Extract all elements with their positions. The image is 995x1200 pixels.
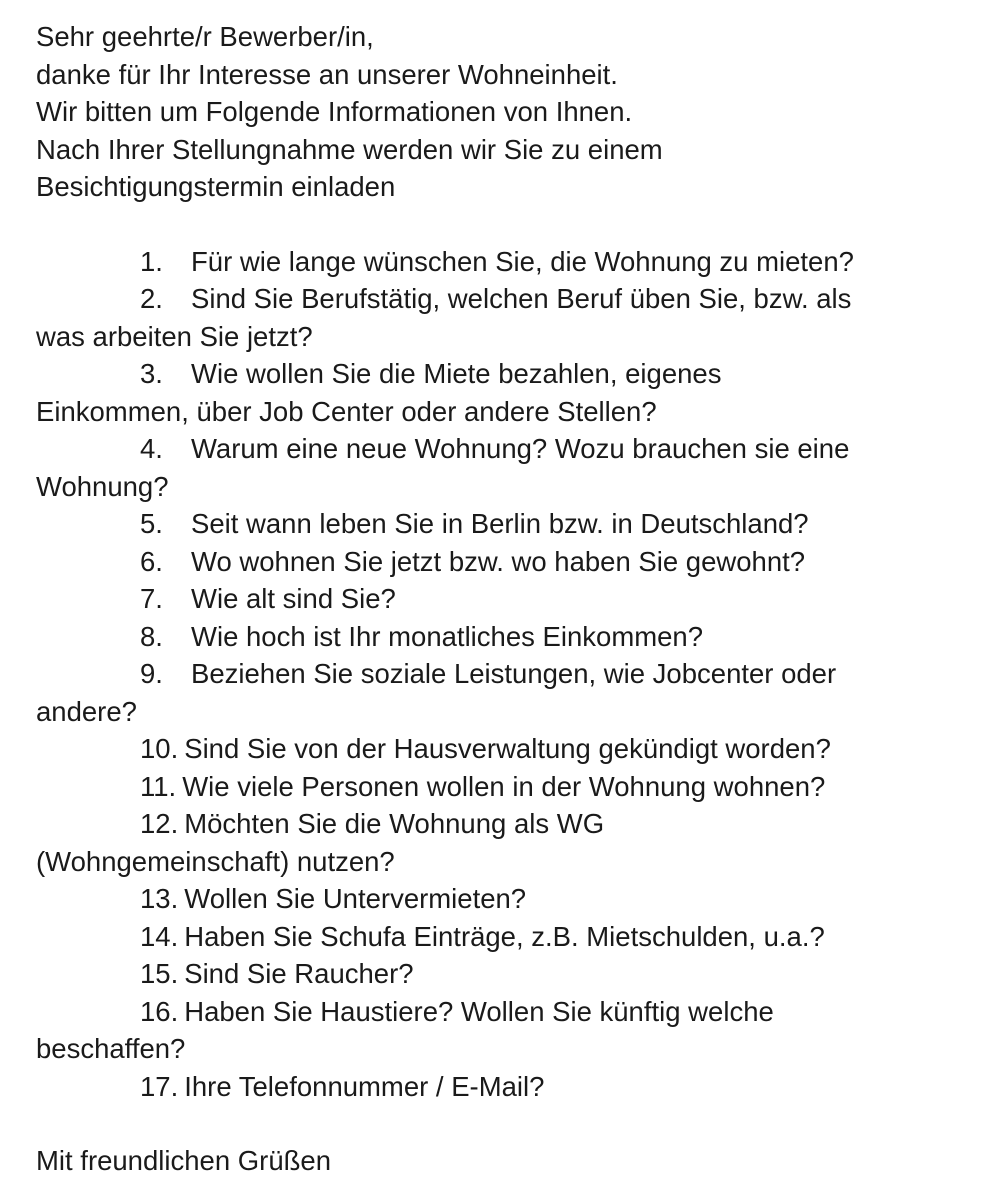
question-item: [36, 618, 966, 656]
question-item: [36, 730, 966, 768]
question-first-line: [36, 430, 966, 468]
question-first-line: [36, 730, 966, 768]
question-number: 11.: [140, 770, 177, 802]
question-first-line: [36, 805, 966, 843]
question-first-line: [36, 618, 966, 656]
question-first-line: [36, 955, 966, 993]
question-first-line: [36, 880, 966, 918]
question-item: [36, 280, 966, 355]
question-first-line: [36, 280, 966, 318]
letter-document: [36, 18, 966, 1180]
question-number: 1.: [140, 245, 163, 277]
question-number: 15.: [140, 958, 179, 989]
question-number: 8.: [140, 620, 163, 652]
question-item: [36, 243, 966, 281]
question-text: Haben Sie Schufa Einträge, z.B. Mietschulden, u.a.?: [184, 920, 825, 952]
question-text: Warum eine neue Wohnung? Wozu brauchen sie eine: [191, 433, 850, 464]
question-item: [36, 993, 966, 1068]
question-continuation: andere?: [36, 695, 137, 727]
question-first-line: [36, 355, 966, 393]
question-item: [36, 355, 966, 430]
question-continuation: Einkommen, über Job Center oder andere Stellen?: [36, 395, 657, 427]
question-number: 6.: [140, 545, 163, 577]
question-number: 13.: [140, 883, 179, 914]
question-text: Wie alt sind Sie?: [191, 583, 396, 614]
question-continuation: (Wohngemeinschaft) nutzen?: [36, 845, 395, 877]
question-text: Sind Sie Berufstätig, welchen Beruf üben Sie, bzw. als: [191, 283, 852, 314]
question-number: 10.: [140, 733, 179, 764]
question-text: Wie hoch ist Ihr monatliches Einkommen?: [191, 620, 704, 652]
question-first-line: [36, 505, 966, 543]
question-text: Wie wollen Sie die Miete bezahlen, eigenes: [191, 358, 722, 389]
question-text: Möchten Sie die Wohnung als WG: [184, 808, 605, 839]
question-text: Haben Sie Haustiere? Wollen Sie künftig welche: [184, 995, 774, 1027]
question-item: [36, 580, 966, 618]
question-text: Sind Sie von der Hausverwaltung gekündigt worden?: [184, 733, 831, 764]
question-item: [36, 655, 966, 730]
question-text: Sind Sie Raucher?: [184, 958, 414, 989]
closing-line: Mit freundlichen Grüßen: [36, 1145, 331, 1176]
question-first-line: [36, 1068, 966, 1106]
question-text: Wie viele Personen wollen in der Wohnung wohnen?: [182, 770, 826, 802]
question-item: [36, 1068, 966, 1106]
question-number: 12.: [140, 808, 179, 839]
question-first-line: [36, 993, 966, 1031]
question-number: 17.: [140, 1070, 179, 1102]
question-first-line: [36, 580, 966, 618]
question-number: 4.: [140, 433, 163, 464]
question-first-line: [36, 243, 966, 281]
question-text: Für wie lange wünschen Sie, die Wohnung zu mieten?: [191, 245, 854, 277]
greeting-paragraph: [36, 18, 966, 206]
question-item: [36, 918, 966, 956]
question-number: 3.: [140, 358, 163, 389]
intro-line: danke für Ihr Interesse an unserer Wohneinheit.: [36, 58, 618, 90]
question-number: 5.: [140, 508, 163, 539]
question-item: [36, 505, 966, 543]
question-text: Ihre Telefonnummer / E-Mail?: [184, 1070, 545, 1102]
question-item: [36, 430, 966, 505]
question-first-line: [36, 768, 966, 806]
question-item: [36, 880, 966, 918]
question-number: 14.: [140, 920, 179, 952]
question-first-line: [36, 655, 966, 693]
salutation: Sehr geehrte/r Bewerber/in,: [36, 21, 374, 52]
question-list: [36, 243, 966, 1106]
question-text: Wollen Sie Untervermieten?: [184, 883, 527, 914]
question-number: 9.: [140, 658, 163, 689]
question-text: Beziehen Sie soziale Leistungen, wie Jobcenter oder: [191, 658, 837, 689]
question-first-line: [36, 543, 966, 581]
question-text: Seit wann leben Sie in Berlin bzw. in Deutschland?: [191, 508, 809, 539]
question-number: 7.: [140, 583, 163, 614]
question-item: [36, 955, 966, 993]
intro-line: Besichtigungstermin einladen: [36, 171, 396, 202]
question-first-line: [36, 918, 966, 956]
intro-line: Wir bitten um Folgende Informationen von Ihnen.: [36, 96, 633, 127]
question-continuation: was arbeiten Sie jetzt?: [36, 320, 313, 352]
question-continuation: Wohnung?: [36, 470, 169, 502]
question-item: [36, 805, 966, 880]
question-continuation: beschaffen?: [36, 1033, 186, 1064]
question-item: [36, 768, 966, 806]
question-text: Wo wohnen Sie jetzt bzw. wo haben Sie gewohnt?: [191, 545, 806, 577]
intro-line: Nach Ihrer Stellungnahme werden wir Sie zu einem: [36, 133, 663, 165]
question-number: 2.: [140, 283, 163, 314]
question-item: [36, 543, 966, 581]
question-number: 16.: [140, 995, 179, 1027]
